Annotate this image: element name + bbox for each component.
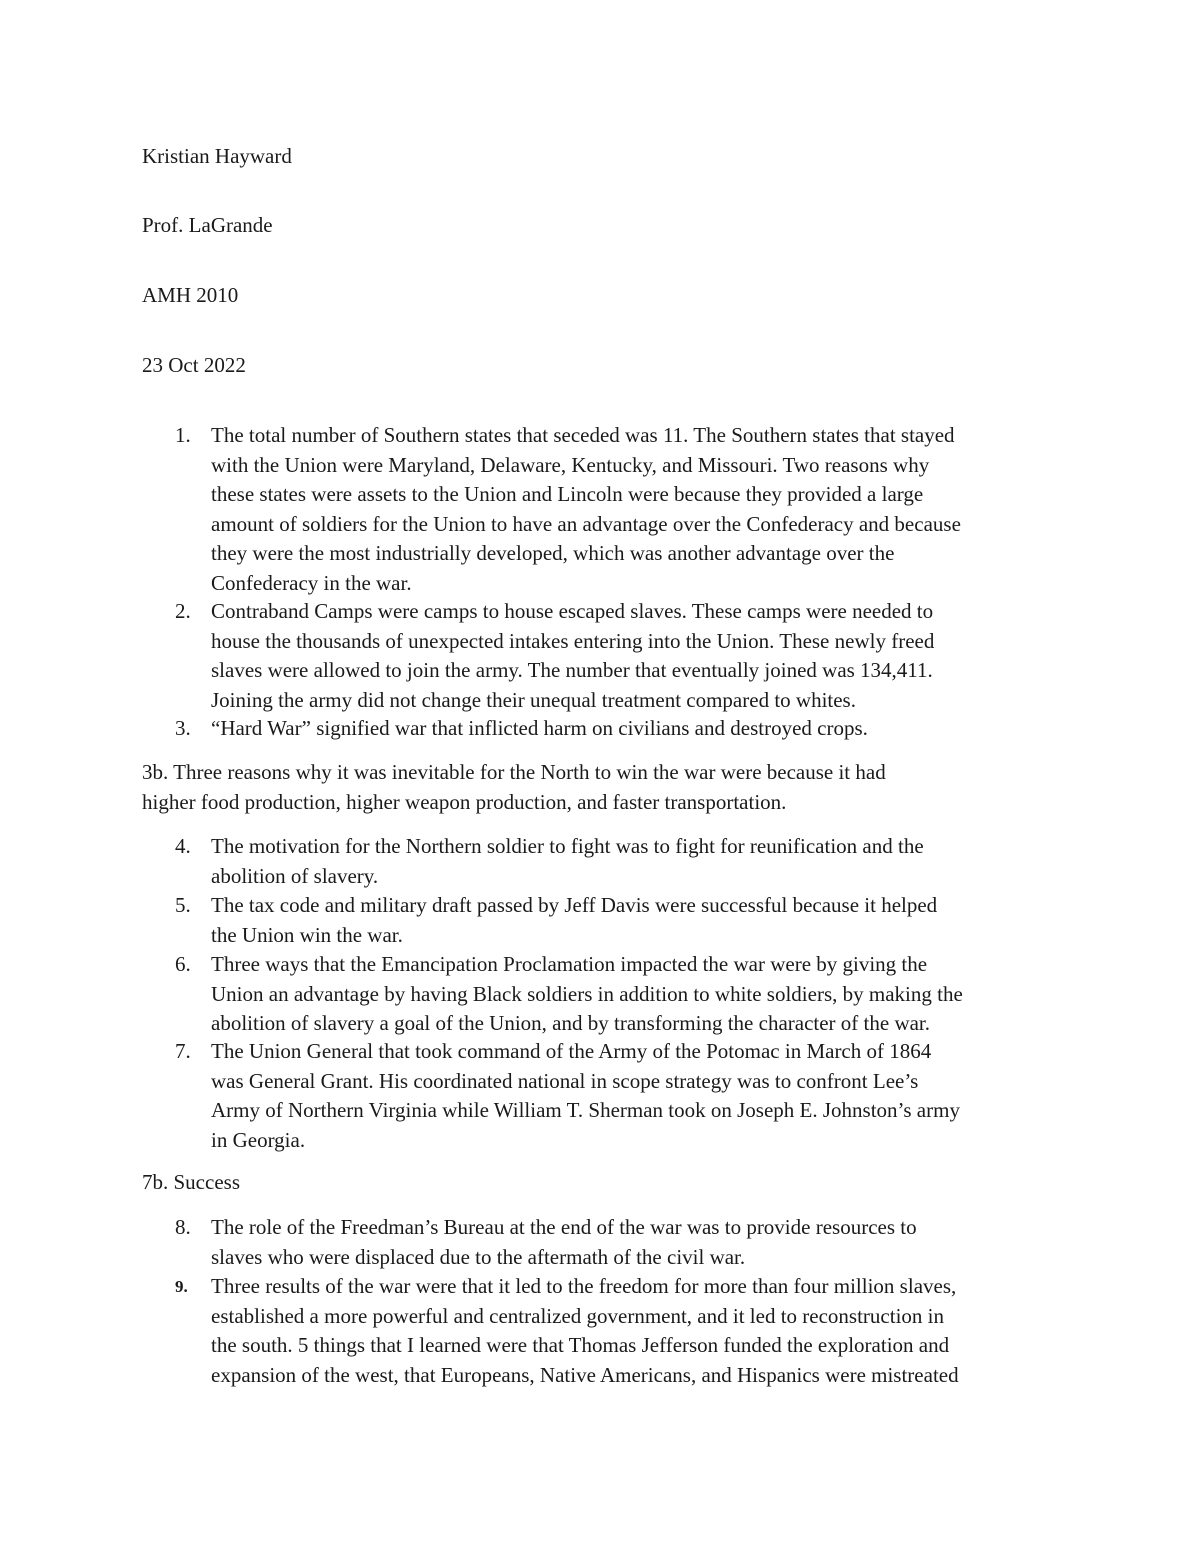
text-line: slaves were allowed to join the army. The number that eventually joined was 134,411. (211, 658, 933, 682)
paragraph-3b (142, 758, 886, 817)
text-line: with the Union were Maryland, Delaware, Kentucky, and Missouri. Two reasons why (211, 452, 930, 477)
text-line: expansion of the west, that Europeans, Native Americans, and Hispanics were mistreated (211, 1362, 959, 1387)
list-item-text (211, 950, 963, 1039)
list-item-text (211, 1213, 917, 1272)
text-line: abolition of slavery. (211, 863, 379, 888)
text-line: 3b. Three reasons why it was inevitable for the North to win the war were because it had (142, 760, 886, 784)
text-line: the south. 5 things that I learned were that Thomas Jefferson funded the exploration and (211, 1333, 950, 1357)
text-line: The tax code and military draft passed by Jeff Davis were successful because it helped (211, 893, 938, 917)
text-line: Three results of the war were that it led to the freedom for more than four million slaves, (211, 1274, 957, 1298)
list-item-text (211, 1037, 960, 1155)
text-line: slaves who were displaced due to the aftermath of the civil war. (211, 1244, 746, 1269)
text-line: amount of soldiers for the Union to have an advantage over the Confederacy and because (211, 511, 961, 536)
text-line: these states were assets to the Union and Lincoln were because they provided a large (211, 482, 924, 506)
list-item-text (211, 597, 934, 715)
text-line: Joining the army did not change their unequal treatment compared to whites. (211, 687, 856, 712)
text-line: The Union General that took command of the Army of the Potomac in March of 1864 (211, 1039, 932, 1063)
list-item-number: 8. (175, 1215, 191, 1239)
text-line: Army of Northern Virginia while William T. Sherman took on Joseph E. Johnston’s army (211, 1098, 960, 1122)
list-item-number: 4. (175, 834, 191, 858)
text-line: established a more powerful and centralized government, and it led to reconstruction in (211, 1303, 945, 1328)
student-name: Kristian Hayward (142, 144, 292, 168)
list-item-text (211, 891, 937, 950)
text-line: Confederacy in the war. (211, 570, 412, 595)
text-line: abolition of slavery a goal of the Union, and by transforming the character of the war. (211, 1011, 931, 1035)
text-line: higher food production, higher weapon production, and faster transportation. (142, 789, 787, 814)
text-line: The total number of Southern states that seceded was 11. The Southern states that stayed (211, 423, 955, 447)
list-item-number: 2. (175, 599, 191, 623)
text-line: Union an advantage by having Black soldiers in addition to white soldiers, by making the (211, 981, 963, 1006)
list-item-number: 1. (175, 423, 191, 447)
text-line: they were the most industrially developed, which was another advantage over the (211, 541, 895, 565)
text-line: The motivation for the Northern soldier to fight was to fight for reunification and the (211, 834, 924, 858)
text-line: in Georgia. (211, 1127, 306, 1152)
list-item-text (211, 714, 868, 744)
list-item-text (211, 421, 961, 598)
text-line: Contraband Camps were camps to house escaped slaves. These camps were needed to (211, 599, 934, 623)
text-line: house the thousands of unexpected intakes entering into the Union. These newly freed (211, 628, 935, 653)
list-item-text (211, 1272, 959, 1390)
list-item-number: 7. (175, 1039, 191, 1063)
professor-name: Prof. LaGrande (142, 213, 273, 237)
list-item-number: 3. (175, 716, 191, 740)
list-item-number: 9. (175, 1277, 188, 1296)
course-code: AMH 2010 (142, 283, 239, 307)
list-item-text (211, 832, 924, 891)
text-line: The role of the Freedman’s Bureau at the end of the war was to provide resources to (211, 1215, 917, 1239)
list-item-number: 6. (175, 952, 191, 976)
date: 23 Oct 2022 (142, 353, 246, 377)
paragraph-7b: 7b. Success (142, 1170, 240, 1194)
text-line: “Hard War” signified war that inflicted harm on civilians and destroyed crops. (211, 716, 868, 740)
text-line: Three ways that the Emancipation Proclamation impacted the war were by giving the (211, 952, 928, 976)
text-line: was General Grant. His coordinated national in scope strategy was to confront Lee’s (211, 1068, 919, 1093)
text-line: the Union win the war. (211, 922, 403, 947)
list-item-number: 5. (175, 893, 191, 917)
